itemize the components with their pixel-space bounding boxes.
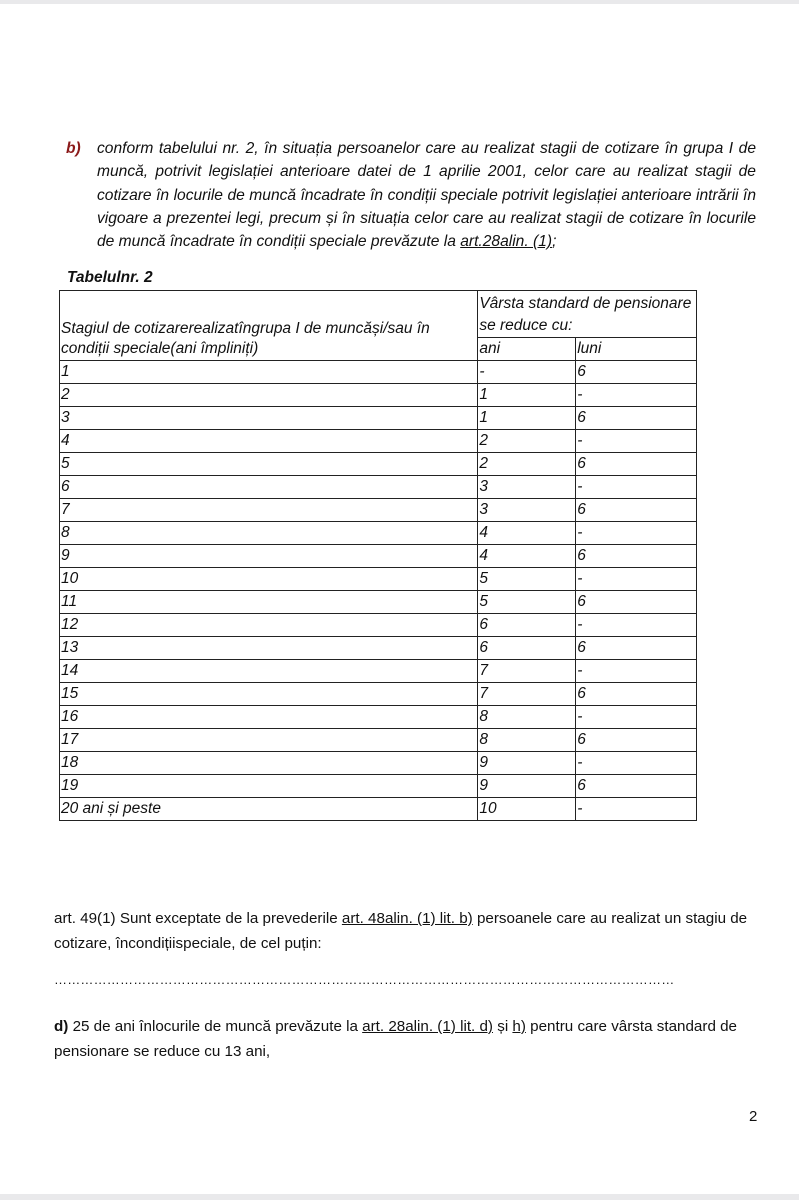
table-row — [60, 430, 697, 453]
cell-stagiu: 16 — [60, 706, 478, 729]
cell-luni: 6 — [576, 499, 697, 522]
cell-luni: - — [576, 430, 697, 453]
cell-luni: - — [576, 522, 697, 545]
cell-stagiu: 6 — [60, 476, 478, 499]
cell-luni: 6 — [576, 637, 697, 660]
paragraph-b-text — [66, 137, 756, 253]
cell-ani: 6 — [478, 614, 576, 637]
cell-stagiu: 8 — [60, 522, 478, 545]
cell-ani: 8 — [478, 706, 576, 729]
cell-stagiu: 2 — [60, 384, 478, 407]
cell-ani: 2 — [478, 453, 576, 476]
cell-stagiu: 1 — [60, 361, 478, 384]
cell-luni: 6 — [576, 729, 697, 752]
cell-ani: 8 — [478, 729, 576, 752]
art-49-text: art. 49(1) Sunt exceptate de la prevederile — [54, 910, 342, 927]
cell-luni: - — [576, 660, 697, 683]
table-row — [60, 591, 697, 614]
table-row — [60, 660, 697, 683]
lit-h-link[interactable]: h) — [512, 1018, 526, 1035]
table-row — [60, 476, 697, 499]
header-luni: luni — [576, 338, 697, 361]
header-stagiu: Stagiul de cotizarerealizatîngrupa I de muncăși/sau în condiții speciale(ani împliniți) — [60, 291, 478, 361]
table-row — [60, 453, 697, 476]
cell-ani: 1 — [478, 407, 576, 430]
cell-ani: 9 — [478, 775, 576, 798]
art-49-text-end: persoanele care au realizat un stagiu de cotizare, încondițiispeciale, de cel puțin: — [54, 910, 748, 952]
cell-luni: - — [576, 798, 697, 821]
cell-stagiu: 19 — [60, 775, 478, 798]
ellipsis-line: …………………………………………………………………………………………………………………………… — [54, 972, 675, 987]
cell-stagiu: 15 — [60, 683, 478, 706]
cell-ani: 5 — [478, 591, 576, 614]
cell-ani: 4 — [478, 522, 576, 545]
cell-stagiu: 18 — [60, 752, 478, 775]
table-row — [60, 775, 697, 798]
paragraph-d-text: 25 de ani înlocurile de muncă prevăzute la — [68, 1018, 363, 1035]
table-row — [60, 637, 697, 660]
table-row — [60, 798, 697, 821]
cell-ani: 10 — [478, 798, 576, 821]
art-28-link[interactable]: art.28alin. (1) — [460, 233, 553, 251]
cell-luni: - — [576, 706, 697, 729]
paragraph-b — [66, 137, 756, 253]
cell-luni: 6 — [576, 453, 697, 476]
paragraph-b-text-end: ; — [552, 233, 557, 251]
cell-luni: 6 — [576, 361, 697, 384]
cell-luni: 6 — [576, 683, 697, 706]
cell-ani: 2 — [478, 430, 576, 453]
cell-stagiu: 3 — [60, 407, 478, 430]
table-caption: Tabelulnr. 2 — [67, 269, 153, 286]
cell-stagiu: 17 — [60, 729, 478, 752]
cell-ani: 4 — [478, 545, 576, 568]
cell-stagiu: 5 — [60, 453, 478, 476]
cell-ani: - — [478, 361, 576, 384]
cell-luni: - — [576, 384, 697, 407]
paragraph-d-and: și — [493, 1018, 513, 1035]
cell-ani: 3 — [478, 499, 576, 522]
cell-stagiu: 14 — [60, 660, 478, 683]
cell-luni: - — [576, 568, 697, 591]
cell-ani: 6 — [478, 637, 576, 660]
table-row — [60, 361, 697, 384]
cell-luni: - — [576, 752, 697, 775]
table-row — [60, 568, 697, 591]
table-row — [60, 683, 697, 706]
cell-stagiu: 10 — [60, 568, 478, 591]
header-ani: ani — [478, 338, 576, 361]
cell-ani: 1 — [478, 384, 576, 407]
cell-luni: 6 — [576, 591, 697, 614]
table-row — [60, 384, 697, 407]
cell-stagiu: 20 ani și peste — [60, 798, 478, 821]
cell-ani: 3 — [478, 476, 576, 499]
cell-luni: 6 — [576, 407, 697, 430]
paragraph-b-marker: b) — [66, 140, 81, 157]
art-28-lit-d-link[interactable]: art. 28alin. (1) lit. d) — [362, 1018, 493, 1035]
cell-ani: 5 — [478, 568, 576, 591]
table-row — [60, 614, 697, 637]
document-page — [0, 4, 799, 1194]
cell-stagiu: 4 — [60, 430, 478, 453]
cell-stagiu: 7 — [60, 499, 478, 522]
cell-ani: 9 — [478, 752, 576, 775]
cell-luni: 6 — [576, 545, 697, 568]
paragraph-d-marker: d) — [54, 1018, 69, 1035]
page-number: 2 — [749, 1108, 758, 1125]
cell-luni: - — [576, 476, 697, 499]
table-row — [60, 729, 697, 752]
cell-ani: 7 — [478, 660, 576, 683]
cell-stagiu: 9 — [60, 545, 478, 568]
header-reduction: Vârsta standard de pensionare se reduce cu: — [478, 291, 697, 338]
cell-ani: 7 — [478, 683, 576, 706]
cell-stagiu: 11 — [60, 591, 478, 614]
table-row — [60, 706, 697, 729]
paragraph-d — [54, 1014, 754, 1064]
cell-luni: 6 — [576, 775, 697, 798]
table-header-row — [60, 291, 697, 338]
art-48-link[interactable]: art. 48alin. (1) lit. b) — [341, 910, 473, 927]
cell-luni: - — [576, 614, 697, 637]
pension-reduction-table — [59, 290, 697, 821]
table-row — [60, 522, 697, 545]
table-row — [60, 545, 697, 568]
paragraph-d-text-end: pentru care vârsta standard de pensionare se reduce cu 13 ani, — [54, 1018, 737, 1060]
paragraph-b-text-main: conform tabelului nr. 2, în situația persoanelor care au realizat stagii de cotizare în grupa I de muncă, potrivit legislației anterioare datei de 1 aprilie 2001, celor care au realizat stagii de cotizare în locurile de muncă încadrate în condiții speciale potrivit legislației anterioare intrării în vigoare a prezentei legi, precum și în situația celor care au realizat stagii de cotizare în locurile de muncă încadrate în condiții speciale prevăzute la — [97, 140, 756, 251]
art-49-paragraph — [54, 906, 754, 956]
table-row — [60, 499, 697, 522]
cell-stagiu: 12 — [60, 614, 478, 637]
table-row — [60, 407, 697, 430]
table-row — [60, 752, 697, 775]
cell-stagiu: 13 — [60, 637, 478, 660]
